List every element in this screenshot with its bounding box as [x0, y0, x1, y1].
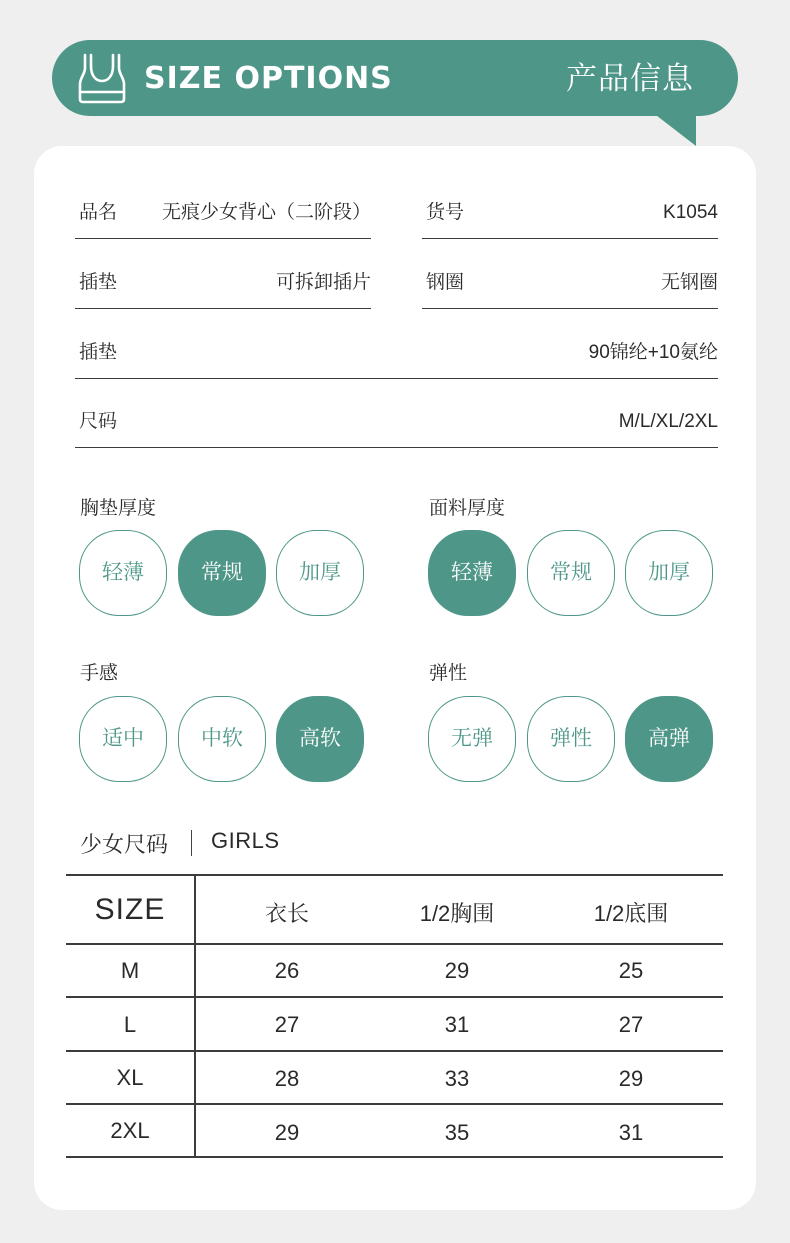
info-row-code	[422, 168, 718, 239]
table-cell-underbust: 25	[618, 958, 644, 983]
table-cell-size: 2XL	[110, 1118, 150, 1143]
info-row-name	[75, 168, 371, 239]
banner-title-cn: 产品信息	[566, 61, 694, 96]
table-cell-chest: 35	[444, 1120, 470, 1145]
table-cell-chest: 31	[444, 1012, 470, 1037]
table-column-divider	[194, 874, 196, 1157]
fabric-thickness-option-thick[interactable]: 加厚	[625, 530, 713, 616]
table-cell-size: M	[120, 958, 140, 983]
table-cell-underbust: 29	[618, 1066, 644, 1091]
banner-title-en: SIZE OPTIONS	[144, 61, 393, 96]
fabric-thickness-option-regular[interactable]: 常规	[527, 530, 615, 616]
table-cell-size: L	[123, 1012, 137, 1037]
table-cell-underbust: 27	[618, 1012, 644, 1037]
fabric-thickness-title: 面料厚度	[429, 498, 506, 519]
pad-thickness-option-regular[interactable]: 常规	[178, 530, 266, 616]
size-chart-title-cn: 少女尺码	[80, 832, 169, 857]
table-header-underbust: 1/2底围	[593, 901, 669, 926]
feel-option-medium-soft[interactable]: 中软	[178, 696, 266, 782]
banner-tail	[652, 112, 696, 146]
info-row-material	[75, 308, 718, 379]
code-value: K1054	[663, 202, 718, 223]
table-cell-length: 28	[274, 1066, 300, 1091]
feel-option-moderate[interactable]: 适中	[79, 696, 167, 782]
elasticity-option-high[interactable]: 高弹	[625, 696, 713, 782]
wire-value: 无钢圈	[660, 272, 718, 293]
table-line-bottom	[66, 1156, 723, 1158]
elasticity-option-none[interactable]: 无弹	[428, 696, 516, 782]
table-header-length: 衣长	[264, 901, 309, 926]
pad-thickness-option-thin[interactable]: 轻薄	[79, 530, 167, 616]
wire-label: 钢圈	[426, 272, 465, 293]
info-row-size	[75, 377, 718, 448]
material-label: 插垫	[79, 342, 118, 363]
size-label: 尺码	[79, 411, 118, 432]
name-label: 品名	[79, 202, 118, 223]
pad-thickness-title: 胸垫厚度	[80, 498, 157, 519]
header-banner	[52, 40, 738, 116]
info-row-pad	[75, 238, 371, 309]
pad-value: 可拆卸插片	[275, 272, 371, 293]
table-line-row-2	[66, 1050, 723, 1052]
size-chart-title-en: GIRLS	[211, 828, 280, 853]
table-line-top	[66, 874, 723, 876]
size-value: M/L/XL/2XL	[618, 411, 718, 432]
table-header-size: SIZE	[94, 893, 166, 926]
code-label: 货号	[426, 202, 465, 223]
table-header-chest: 1/2胸围	[419, 901, 495, 926]
name-value: 无痕少女背心（二阶段）	[161, 202, 371, 223]
table-line-header	[66, 943, 723, 945]
tank-top-icon	[76, 52, 128, 104]
size-chart-title-divider	[191, 830, 192, 856]
table-cell-size: XL	[116, 1065, 144, 1090]
elasticity-title: 弹性	[429, 663, 468, 684]
table-line-row-3	[66, 1103, 723, 1105]
feel-title: 手感	[80, 663, 119, 684]
table-cell-chest: 33	[444, 1066, 470, 1091]
fabric-thickness-option-thin[interactable]: 轻薄	[428, 530, 516, 616]
table-cell-chest: 29	[444, 958, 470, 983]
material-value: 90锦纶+10氨纶	[588, 342, 718, 363]
feel-option-high-soft[interactable]: 高软	[276, 696, 364, 782]
elasticity-option-elastic[interactable]: 弹性	[527, 696, 615, 782]
table-cell-length: 26	[274, 958, 300, 983]
table-line-row-1	[66, 996, 723, 998]
table-cell-underbust: 31	[618, 1120, 644, 1145]
table-cell-length: 27	[274, 1012, 300, 1037]
info-row-wire	[422, 238, 718, 309]
pad-thickness-option-thick[interactable]: 加厚	[276, 530, 364, 616]
table-cell-length: 29	[274, 1120, 300, 1145]
pad-label: 插垫	[79, 272, 118, 293]
